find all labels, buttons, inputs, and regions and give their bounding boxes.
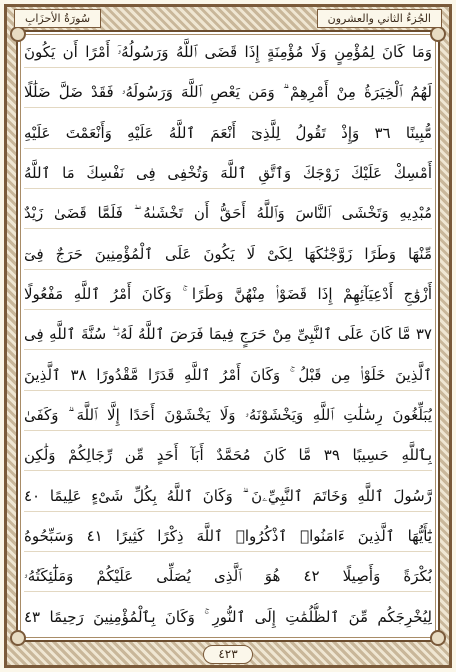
page-number: ٤٢٣ xyxy=(203,645,252,664)
text-line: ٱلَّذِينَ خَلَوْا۟ مِن قَبْلُ ۚ وَكَانَ أَمْرُ ٱللَّهِ قَدَرًا مَّقْدُورًا ٣٨ ٱلَّذِينَ xyxy=(24,361,432,391)
text-line: يَٰٓأَيُّهَا ٱلَّذِينَ ءَامَنُوا۟ ٱذْكُرُوا۟ ٱللَّهَ ذِكْرًا كَثِيرًا ٤١ وَسَبِّحُوهُ xyxy=(24,522,432,552)
quran-text-block xyxy=(24,38,432,632)
text-line: مُّبِينًا ٣٦ وَإِذْ تَقُولُ لِلَّذِىٓ أَنْعَمَ ٱللَّهُ عَلَيْهِ وَأَنْعَمْتَ عَلَيْهِ xyxy=(24,119,432,149)
juz-label: الجُزءُ الثاني والعشرون xyxy=(317,9,442,28)
text-line: وَمَا كَانَ لِمُؤْمِنٍ وَلَا مُؤْمِنَةٍ إِذَا قَضَى ٱللَّهُ وَرَسُولُهُۥٓ أَمْرًا أَن يَكُونَ xyxy=(24,38,432,68)
text-line: لِيُخْرِجَكُم مِّنَ ٱلظُّلُمَٰتِ إِلَى ٱلنُّورِ ۚ وَكَانَ بِٱلْمُؤْمِنِينَ رَحِيمًا ٤٣ xyxy=(24,607,432,626)
text-line: ٣٧ مَّا كَانَ عَلَى ٱلنَّبِىِّ مِنْ حَرَجٍ فِيمَا فَرَضَ ٱللَّهُ لَهُۥ ۖ سُنَّةَ ٱللَّهِ فِى xyxy=(24,320,432,350)
text-line: بِٱللَّهِ حَسِيبًا ٣٩ مَّا كَانَ مُحَمَّدٌ أَبَآ أَحَدٍ مِّن رِّجَالِكُمْ وَلَٰكِن xyxy=(24,441,432,471)
text-line: بُكْرَةً وَأَصِيلًا ٤٢ هُوَ ٱلَّذِى يُصَلِّى عَلَيْكُمْ وَمَلَٰٓئِكَتُهُۥ xyxy=(24,562,432,592)
text-line: لَهُمُ ٱلْخِيَرَةُ مِنْ أَمْرِهِمْ ۗ وَمَن يَعْصِ ٱللَّهَ وَرَسُولَهُۥ فَقَدْ ضَلَّ ضَلَٰلًا xyxy=(24,78,432,108)
text-line: رَّسُولَ ٱللَّهِ وَخَاتَمَ ٱلنَّبِيِّۦنَ ۗ وَكَانَ ٱللَّهُ بِكُلِّ شَىْءٍ عَلِيمًا ٤٠ xyxy=(24,482,432,512)
frame-corner-ornament-icon xyxy=(430,26,446,42)
text-line: أَزْوَٰجِ أَدْعِيَآئِهِمْ إِذَا قَضَوْا۟ مِنْهُنَّ وَطَرًا ۚ وَكَانَ أَمْرُ ٱللَّهِ مَفْعُولًا xyxy=(24,280,432,310)
text-line: مُبْدِيهِ وَتَخْشَى ٱلنَّاسَ وَٱللَّهُ أَحَقُّ أَن تَخْشَىٰهُ ۖ فَلَمَّا قَضَىٰ زَيْدٌ xyxy=(24,199,432,229)
text-line: أَمْسِكْ عَلَيْكَ زَوْجَكَ وَٱتَّقِ ٱللَّهَ وَتُخْفِى فِى نَفْسِكَ مَا ٱللَّهُ xyxy=(24,159,432,189)
text-line: مِّنْهَا وَطَرًا زَوَّجْنَٰكَهَا لِكَىْ لَا يَكُونَ عَلَى ٱلْمُؤْمِنِينَ حَرَجٌ فِىٓ xyxy=(24,240,432,270)
surah-label: سُورَةُ الأحزَابِ xyxy=(14,9,101,28)
page-footer xyxy=(0,644,456,664)
page-header xyxy=(14,8,442,28)
text-line: يُبَلِّغُونَ رِسَٰلَٰتِ ٱللَّهِ وَيَخْشَوْنَهُۥ وَلَا يَخْشَوْنَ أَحَدًا إِلَّا ٱللَّهَ ۗ وَكَفَىٰ xyxy=(24,401,432,431)
